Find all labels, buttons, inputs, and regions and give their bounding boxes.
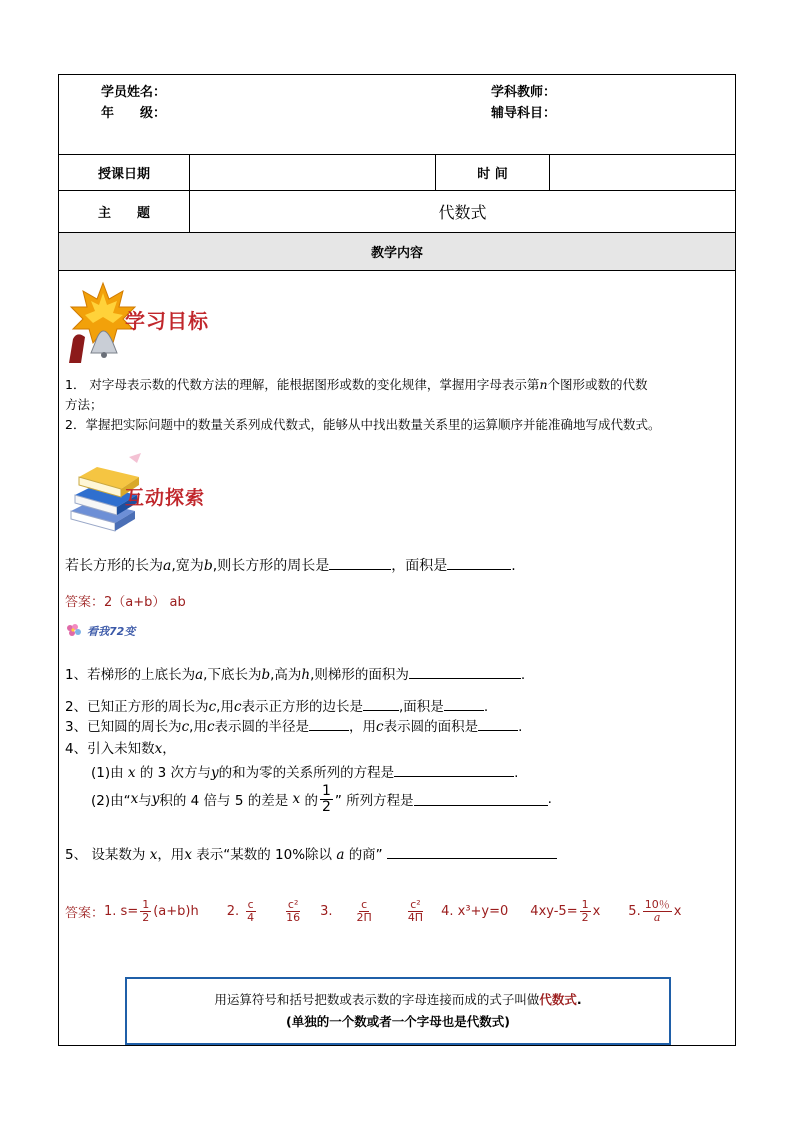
badge-72 (63, 621, 135, 641)
rectangle-answer: 答案：2（a+b） ab (65, 595, 186, 610)
flower-icon (63, 622, 85, 640)
content-header (59, 233, 735, 271)
exercise-4-1: (1)由 x 的 3 次方与y的和为零的关系所列的方程是 . (91, 765, 519, 781)
square-area-blank[interactable] (444, 698, 484, 711)
goal-item-1: 1． 对字母表示数的代数方法的理解，能根据图形或数的变化规律，掌握用字母表示第n个图形或数的代数 (65, 377, 648, 392)
date-label: 授课日期 (97, 167, 150, 182)
definition-line-2: (单独的一个数或者一个字母也是代数式) (286, 1014, 510, 1029)
learning-goals-title: 学习目标 (125, 309, 209, 333)
grade-label: 年 级： (101, 106, 167, 121)
definition-box (125, 977, 671, 1045)
interactive-explore-banner (63, 453, 233, 533)
topic-label: 主 题 (97, 206, 150, 221)
interactive-explore-title: 互动探索 (125, 487, 206, 509)
topic-row (59, 191, 735, 233)
quotient-blank[interactable] (387, 846, 557, 859)
rectangle-question: 若长方形的长为a,宽为b,则长方形的周长是 ，面积是 . (65, 558, 516, 574)
topic-value: 代数式 (438, 203, 487, 222)
goal-item-2: 2．掌握把实际问题中的数量关系列成代数式，能够从中找出数量关系里的运算顺序并能准确地写成代数式。 (65, 417, 661, 432)
perimeter-blank[interactable] (329, 557, 391, 570)
equation-2-blank[interactable] (414, 793, 548, 806)
content-header-text: 教学内容 (370, 246, 423, 261)
subject-label: 辅导科目： (491, 106, 557, 121)
definition-line-1: 用运算符号和括号把数或表示数的字母连接而成的式子叫做代数式. (214, 992, 582, 1007)
exercise-1: 1、若梯形的上底长为a,下底长为b,高为h,则梯形的面积为 . (65, 667, 526, 683)
exercise-2: 2、已知正方形的周长为c,用c表示正方形的边长是 ,面积是 . (65, 699, 489, 715)
circle-area-blank[interactable] (478, 718, 518, 731)
date-value-cell (190, 155, 436, 190)
one-half-fraction: $\frac{1}{2}$ (321, 782, 331, 815)
badge-text: 看我72变 (87, 625, 136, 638)
exercise-4-2: (2)由“ x 与 y 积的 4 倍与 5 的差是 x 的 $\frac{1}{2}$ ” 所列方程是 . (91, 782, 552, 815)
student-info-row (59, 75, 735, 155)
square-side-blank[interactable] (363, 698, 399, 711)
trapezoid-area-blank[interactable] (409, 666, 521, 679)
area-blank[interactable] (447, 557, 511, 570)
exercise-5: 5、 设某数为 x，用x 表示“某数的 10%除以 a 的商” (65, 843, 557, 863)
lesson-sheet (58, 74, 736, 1046)
teacher-label: 学科教师： (491, 85, 557, 100)
learning-goals-banner (63, 281, 223, 363)
circle-radius-blank[interactable] (309, 718, 349, 731)
exercise-4: 4、引入未知数x， (65, 741, 176, 757)
time-value-cell (550, 155, 735, 190)
equation-1-blank[interactable] (394, 764, 514, 777)
learning-goals-text (65, 375, 733, 435)
exercise-3: 3、已知圆的周长为c,用c表示圆的半径是 ，用c表示圆的面积是 . (65, 719, 523, 735)
goal-item-1-cont: 方法； (65, 397, 103, 412)
time-label: 时 间 (477, 167, 508, 182)
date-time-row (59, 155, 735, 191)
student-name-label: 学员姓名： (101, 85, 167, 100)
answers-line: 答案： 1. s= $\frac{1}{2}$ (a+b)h 2. $\frac{c}{4}$ $\frac{\text{c²}}{16}$ 3. $\frac{c}{2\Pi}$ $\frac{\text{c²}}{4\Pi}$ 4. x³+y=0 4xy-5= $\frac{1}{2}$ x 5. $\frac{10\%}{a}$ x (65, 897, 682, 924)
